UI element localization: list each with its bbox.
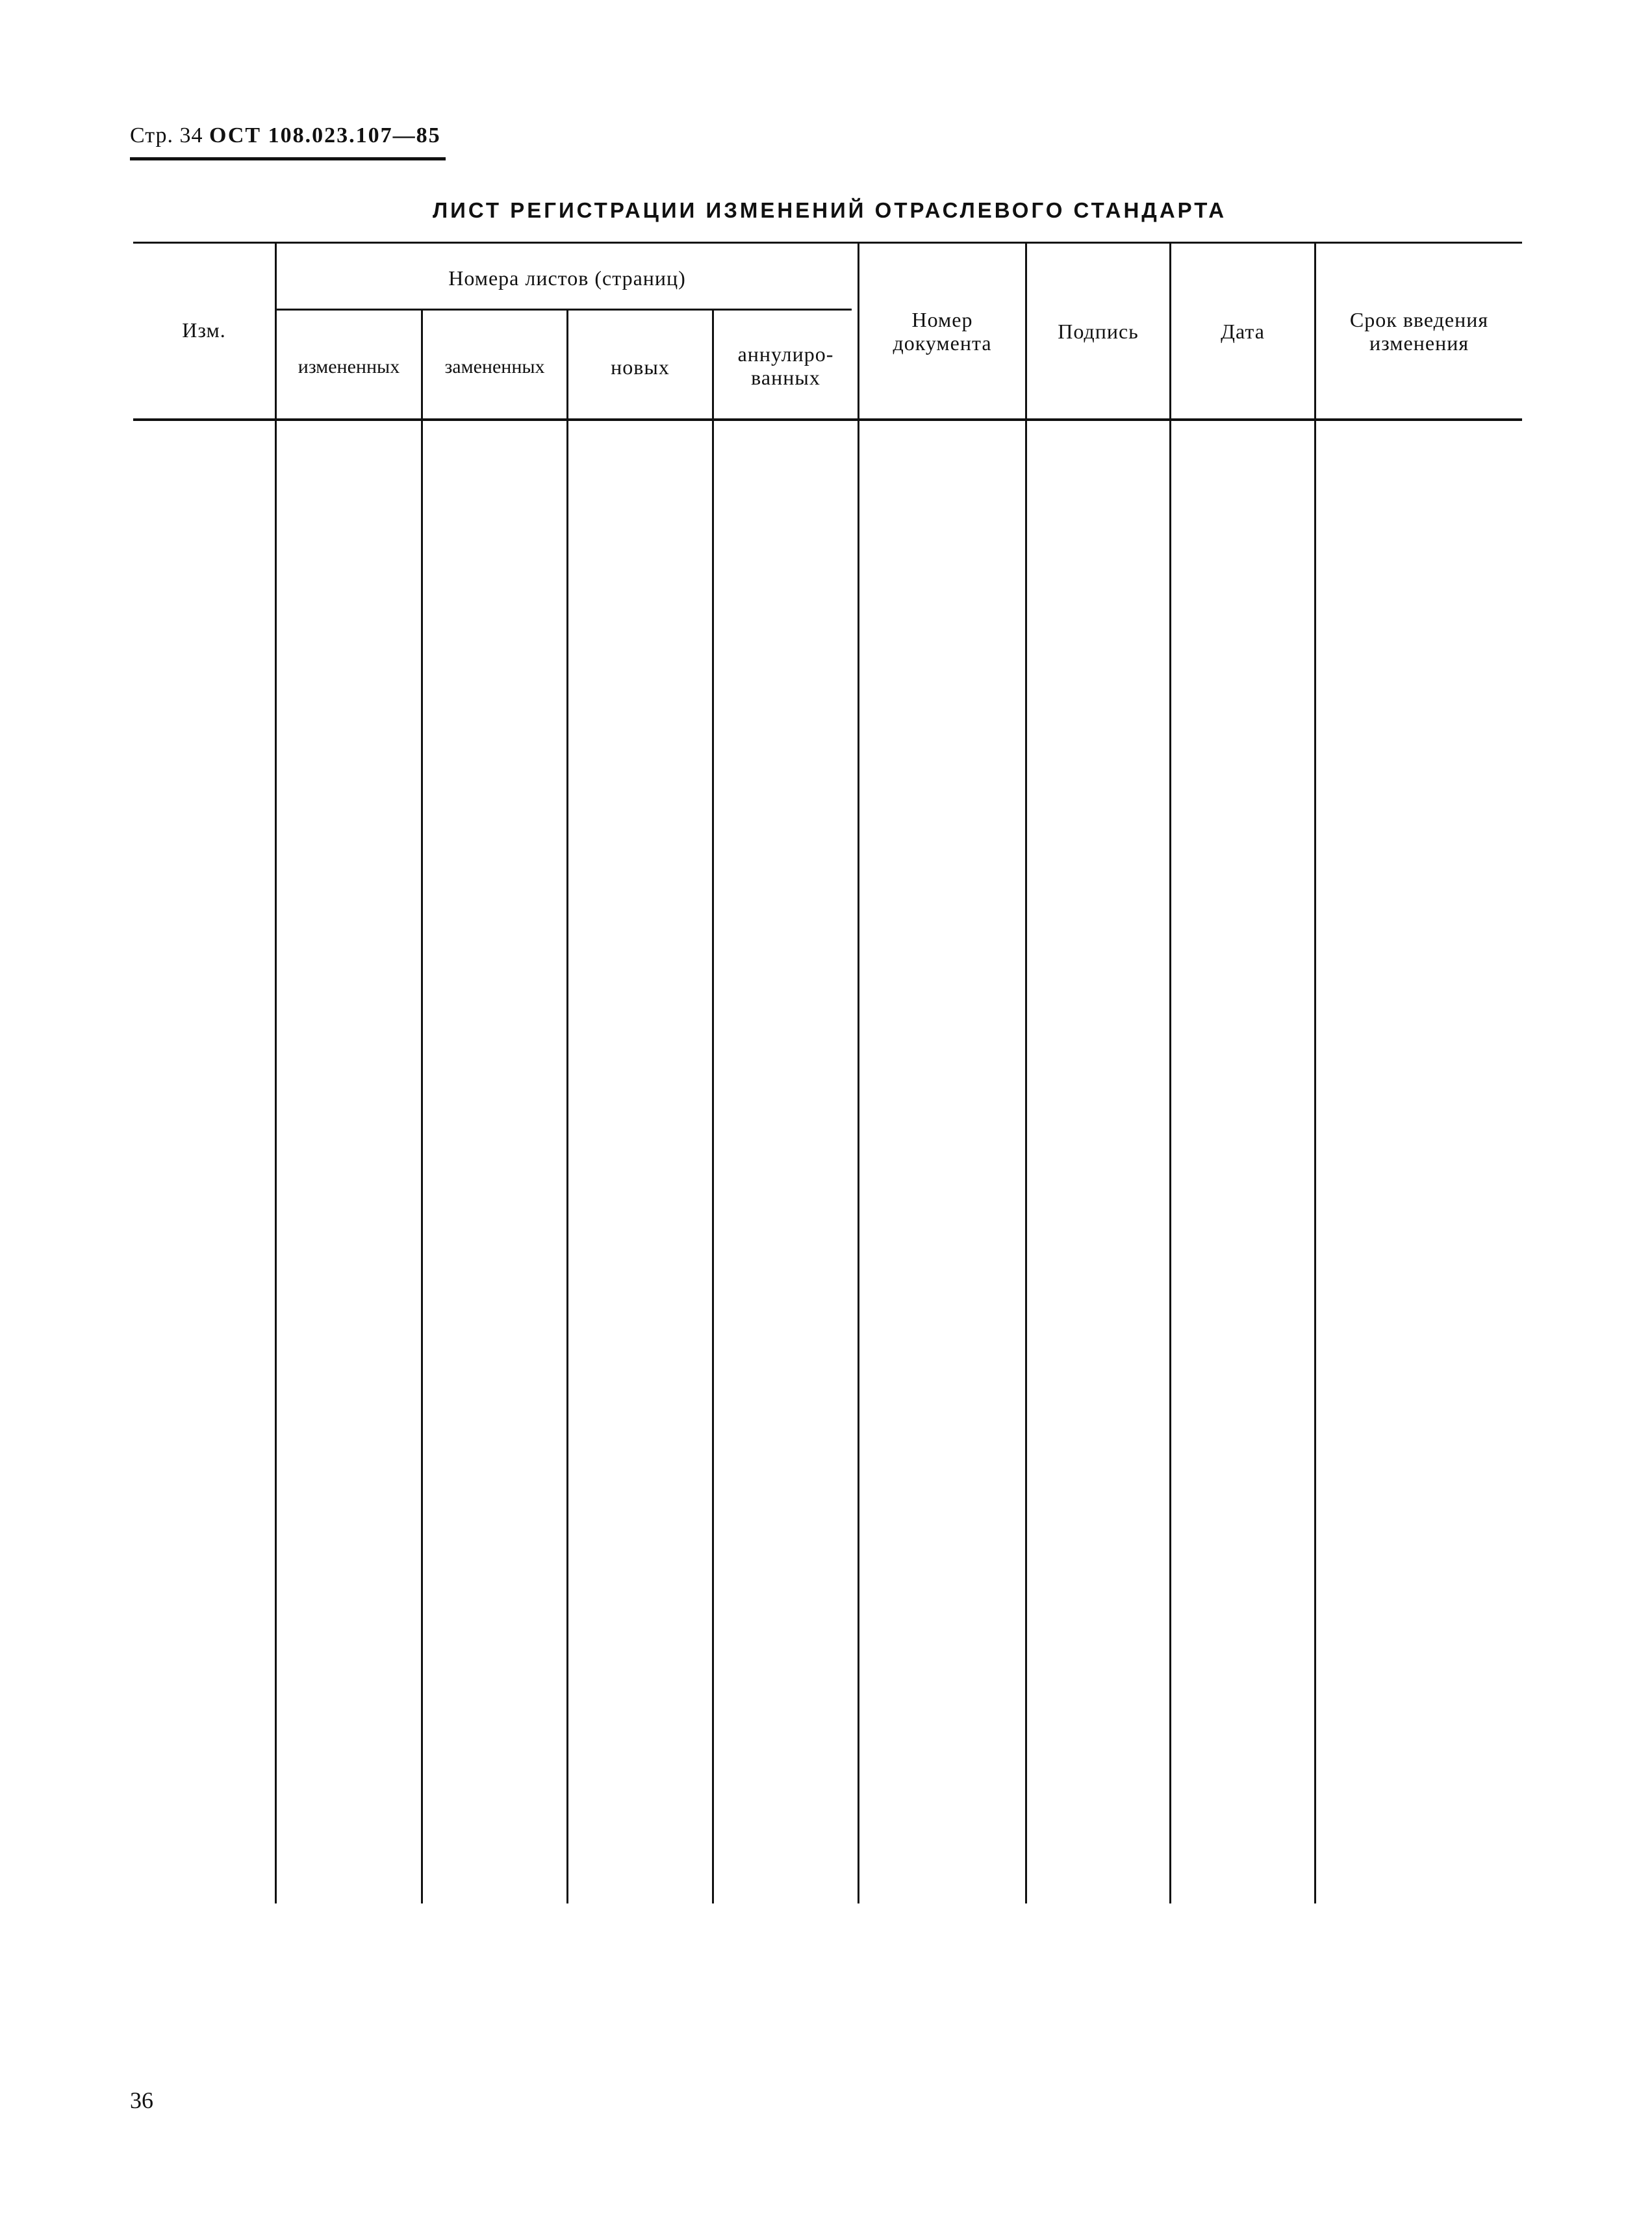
column-header-deadline-line2: изменения [1369,331,1469,355]
group-header-rule [276,309,852,311]
column-divider [1169,243,1171,1903]
subcolumn-header-changed: измененных [298,356,400,377]
page-label: Стр. 34 [130,123,203,147]
column-divider [712,310,714,1903]
column-header-document-number-line2: документа [893,331,992,355]
page-title: ЛИСТ РЕГИСТРАЦИИ ИЗМЕНЕНИЙ ОТРАСЛЕВОГО СТАНДАРТА [433,198,1227,222]
header-underline [130,157,446,160]
page-number: 36 [130,2087,153,2113]
column-header-document-number [859,308,1025,355]
column-group-header-sheet-numbers: Номера листов (страниц) [448,266,686,290]
column-divider [1025,243,1027,1903]
column-header-date: Дата [1221,320,1265,343]
subcolumn-header-annulled [714,342,858,389]
column-divider [275,243,277,1903]
column-divider [421,310,423,1903]
column-divider [566,310,568,1903]
column-divider [1314,243,1316,1903]
column-header-signature: Подпись [1058,320,1139,343]
running-header [130,123,441,148]
standard-number: ОСТ 108.023.107—85 [209,123,441,147]
column-header-change: Изм. [182,318,226,342]
subcolumn-header-annulled-line1: аннулиро- [737,342,834,366]
column-header-deadline [1316,308,1522,355]
subcolumn-header-new: новых [611,355,670,379]
column-divider [858,243,859,1903]
subcolumn-header-annulled-line2: ванных [751,366,820,389]
column-header-deadline-line1: Срок введения [1349,308,1489,331]
column-header-document-number-line1: Номер [911,308,973,331]
subcolumn-header-replaced: замененных [444,356,545,377]
